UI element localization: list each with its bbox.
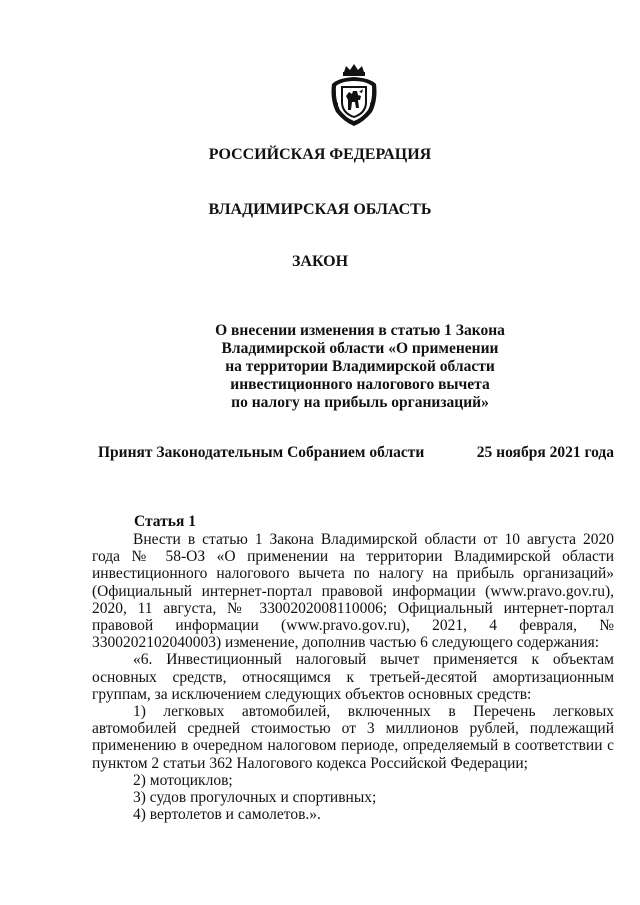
article-paragraph: Внести в статью 1 Закона Владимирской области от 10 августа 2020 года № 58-ОЗ «О применении на территории Владимирской области инвестиционного налогового вычета по налогу на прибыль организаций» (Официальный интернет-портал правовой информации (www.pravo.gov.ru), 2020, 11 августа, № 3300202008110006; Официальный интернет-портал правовой информации (www.pravo.gov.ru), 2021, 4 февраля, № 3300202102040003) изменение, дополнив частью 6 следующего содержания: [92, 531, 614, 652]
article-body [92, 531, 614, 823]
article-paragraph: 1) легковых автомобилей, включенных в Перечень легковых автомобилей средней стоимостью от 3 миллионов рублей, подлежащий применению в очередном налоговом периоде, определяемый в соответствии с пунктом 2 статьи 362 Налогового кодекса Российской Федерации; [92, 703, 614, 772]
adoption-date: 25 ноября 2021 года [476, 444, 614, 461]
article-heading: Статья 1 [134, 513, 196, 530]
adopted-by: Принят Законодательным Собранием области [98, 444, 425, 461]
law-title-line: Владимирской области «О применении [221, 340, 499, 357]
coat-of-arms-icon [326, 62, 382, 128]
law-title-line: на территории Владимирской области [225, 358, 495, 375]
article-paragraph: 4) вертолетов и самолетов.». [133, 806, 321, 824]
country-heading: РОССИЙСКАЯ ФЕДЕРАЦИЯ [208, 146, 432, 163]
law-title-line: по налогу на прибыль организаций» [231, 394, 489, 411]
article-paragraph: 3) судов прогулочных и спортивных; [133, 789, 377, 807]
region-heading: ВЛАДИМИРСКАЯ ОБЛАСТЬ [208, 201, 432, 218]
law-title-line: О внесении изменения в статью 1 Закона [215, 322, 505, 339]
article-paragraph: «6. Инвестиционный налоговый вычет применяется к объектам основных средств, относящимся к третьей-десятой амортизационным группам, за исключением следующих объектов основных средств: [92, 651, 614, 703]
document-type-heading: ЗАКОН [291, 253, 349, 270]
law-title [200, 322, 520, 412]
article-paragraph: 2) мотоциклов; [133, 771, 233, 789]
law-title-line: инвестиционного налогового вычета [230, 376, 490, 393]
